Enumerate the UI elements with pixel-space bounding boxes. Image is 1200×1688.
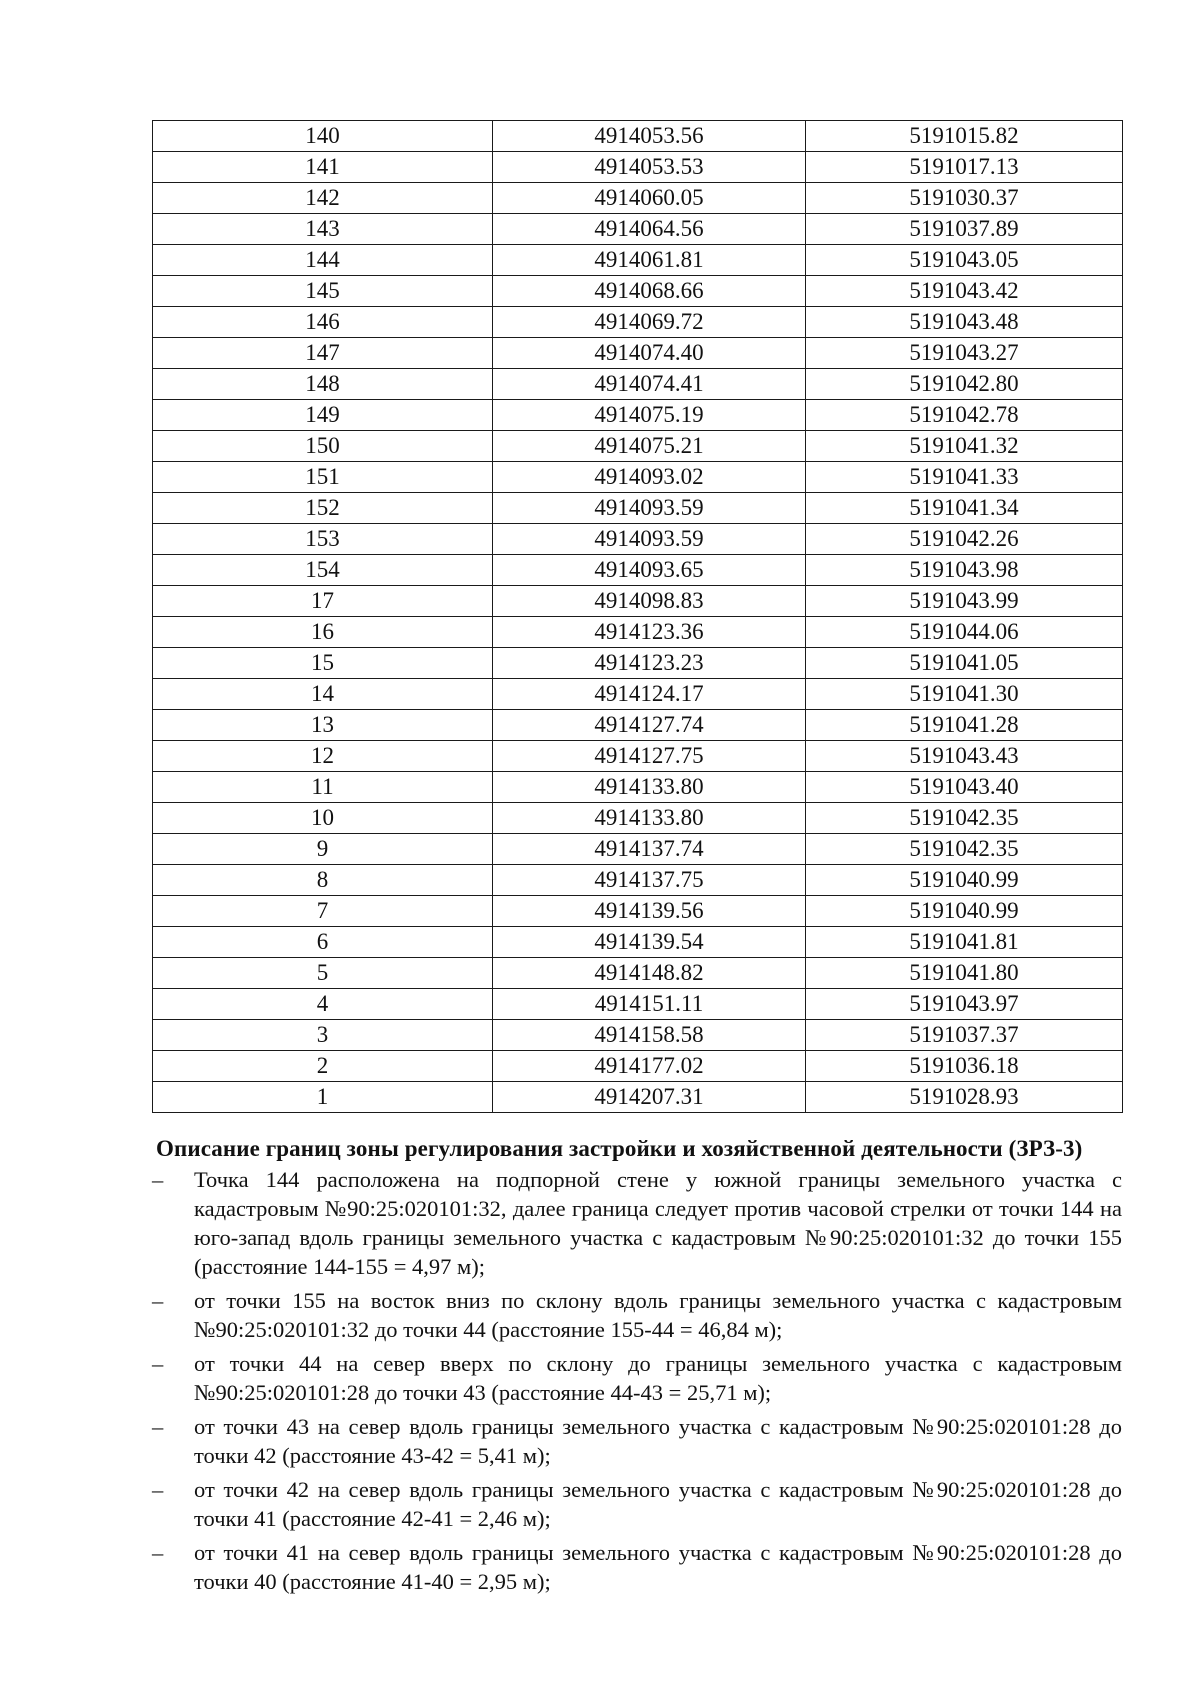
x-coordinate-cell: 4914093.59 (493, 493, 806, 524)
table-row (153, 648, 1123, 679)
y-coordinate-cell: 5191042.35 (806, 834, 1123, 865)
table-row (153, 989, 1123, 1020)
x-coordinate-cell: 4914064.56 (493, 214, 806, 245)
point-number-cell: 141 (153, 152, 493, 183)
list-item-text: от точки 155 на восток вниз по склону вдоль границы земельного участка с кадастровым №90:25:020101:32 до точки 44 (расстояние 155-44 = 46,84 м); (194, 1288, 1122, 1342)
x-coordinate-cell: 4914093.59 (493, 524, 806, 555)
point-number-cell: 152 (153, 493, 493, 524)
table-row (153, 307, 1123, 338)
table-row (153, 214, 1123, 245)
x-coordinate-cell: 4914124.17 (493, 679, 806, 710)
x-coordinate-cell: 4914177.02 (493, 1051, 806, 1082)
point-number-cell: 140 (153, 121, 493, 152)
y-coordinate-cell: 5191015.82 (806, 121, 1123, 152)
list-item (152, 1165, 1122, 1281)
y-coordinate-cell: 5191041.05 (806, 648, 1123, 679)
table-row (153, 710, 1123, 741)
point-number-cell: 8 (153, 865, 493, 896)
y-coordinate-cell: 5191017.13 (806, 152, 1123, 183)
list-item-text: от точки 41 на север вдоль границы земельного участка с кадастровым №90:25:020101:28 до точки 40 (расстояние 41-40 = 2,95 м); (194, 1540, 1122, 1594)
list-item (152, 1475, 1122, 1533)
boundary-list (152, 1165, 1122, 1596)
point-number-cell: 154 (153, 555, 493, 586)
list-item (152, 1349, 1122, 1407)
table-row (153, 1020, 1123, 1051)
table-row (153, 524, 1123, 555)
point-number-cell: 16 (153, 617, 493, 648)
point-number-cell: 11 (153, 772, 493, 803)
table-row (153, 121, 1123, 152)
x-coordinate-cell: 4914098.83 (493, 586, 806, 617)
x-coordinate-cell: 4914074.41 (493, 369, 806, 400)
point-number-cell: 5 (153, 958, 493, 989)
y-coordinate-cell: 5191042.26 (806, 524, 1123, 555)
table-row (153, 152, 1123, 183)
point-number-cell: 148 (153, 369, 493, 400)
point-number-cell: 3 (153, 1020, 493, 1051)
dash-marker: – (152, 1288, 164, 1313)
y-coordinate-cell: 5191042.80 (806, 369, 1123, 400)
x-coordinate-cell: 4914053.53 (493, 152, 806, 183)
point-number-cell: 146 (153, 307, 493, 338)
point-number-cell: 17 (153, 586, 493, 617)
x-coordinate-cell: 4914139.54 (493, 927, 806, 958)
x-coordinate-cell: 4914074.40 (493, 338, 806, 369)
y-coordinate-cell: 5191042.35 (806, 803, 1123, 834)
x-coordinate-cell: 4914075.21 (493, 431, 806, 462)
table-row (153, 741, 1123, 772)
x-coordinate-cell: 4914207.31 (493, 1082, 806, 1113)
x-coordinate-cell: 4914137.75 (493, 865, 806, 896)
x-coordinate-cell: 4914069.72 (493, 307, 806, 338)
x-coordinate-cell: 4914158.58 (493, 1020, 806, 1051)
list-item-text: от точки 42 на север вдоль границы земельного участка с кадастровым №90:25:020101:28 до точки 41 (расстояние 42-41 = 2,46 м); (194, 1477, 1122, 1531)
point-number-cell: 7 (153, 896, 493, 927)
x-coordinate-cell: 4914061.81 (493, 245, 806, 276)
y-coordinate-cell: 5191040.99 (806, 896, 1123, 927)
y-coordinate-cell: 5191043.40 (806, 772, 1123, 803)
y-coordinate-cell: 5191043.27 (806, 338, 1123, 369)
point-number-cell: 9 (153, 834, 493, 865)
x-coordinate-cell: 4914127.74 (493, 710, 806, 741)
point-number-cell: 10 (153, 803, 493, 834)
y-coordinate-cell: 5191040.99 (806, 865, 1123, 896)
x-coordinate-cell: 4914151.11 (493, 989, 806, 1020)
table-row (153, 896, 1123, 927)
point-number-cell: 1 (153, 1082, 493, 1113)
table-row (153, 1082, 1123, 1113)
y-coordinate-cell: 5191041.28 (806, 710, 1123, 741)
point-number-cell: 145 (153, 276, 493, 307)
table-row (153, 617, 1123, 648)
table-row (153, 462, 1123, 493)
point-number-cell: 143 (153, 214, 493, 245)
x-coordinate-cell: 4914133.80 (493, 772, 806, 803)
section-title: Описание границ зоны регулирования застройки и хозяйственной деятельности (ЗРЗ-3) (156, 1136, 1083, 1161)
table-row (153, 493, 1123, 524)
x-coordinate-cell: 4914139.56 (493, 896, 806, 927)
coordinates-table-body (153, 121, 1123, 1113)
dash-marker: – (152, 1414, 164, 1439)
y-coordinate-cell: 5191028.93 (806, 1082, 1123, 1113)
table-row (153, 555, 1123, 586)
x-coordinate-cell: 4914148.82 (493, 958, 806, 989)
table-row (153, 927, 1123, 958)
y-coordinate-cell: 5191041.81 (806, 927, 1123, 958)
table-row (153, 276, 1123, 307)
point-number-cell: 2 (153, 1051, 493, 1082)
table-row (153, 958, 1123, 989)
x-coordinate-cell: 4914127.75 (493, 741, 806, 772)
point-number-cell: 144 (153, 245, 493, 276)
point-number-cell: 147 (153, 338, 493, 369)
list-item (152, 1286, 1122, 1344)
coordinates-table (152, 120, 1123, 1113)
y-coordinate-cell: 5191041.30 (806, 679, 1123, 710)
y-coordinate-cell: 5191043.42 (806, 276, 1123, 307)
y-coordinate-cell: 5191036.18 (806, 1051, 1123, 1082)
y-coordinate-cell: 5191043.43 (806, 741, 1123, 772)
table-row (153, 803, 1123, 834)
list-item-text: от точки 43 на север вдоль границы земельного участка с кадастровым №90:25:020101:28 до точки 42 (расстояние 43-42 = 5,41 м); (194, 1414, 1122, 1468)
y-coordinate-cell: 5191043.97 (806, 989, 1123, 1020)
y-coordinate-cell: 5191041.32 (806, 431, 1123, 462)
x-coordinate-cell: 4914093.65 (493, 555, 806, 586)
table-row (153, 431, 1123, 462)
table-row (153, 183, 1123, 214)
point-number-cell: 4 (153, 989, 493, 1020)
x-coordinate-cell: 4914133.80 (493, 803, 806, 834)
x-coordinate-cell: 4914060.05 (493, 183, 806, 214)
dash-marker: – (152, 1540, 164, 1565)
y-coordinate-cell: 5191030.37 (806, 183, 1123, 214)
point-number-cell: 13 (153, 710, 493, 741)
table-row (153, 245, 1123, 276)
point-number-cell: 151 (153, 462, 493, 493)
list-item (152, 1538, 1122, 1596)
table-row (153, 865, 1123, 896)
table-row (153, 679, 1123, 710)
dash-marker: – (152, 1167, 164, 1192)
point-number-cell: 6 (153, 927, 493, 958)
x-coordinate-cell: 4914075.19 (493, 400, 806, 431)
x-coordinate-cell: 4914137.74 (493, 834, 806, 865)
y-coordinate-cell: 5191041.80 (806, 958, 1123, 989)
x-coordinate-cell: 4914123.36 (493, 617, 806, 648)
dash-marker: – (152, 1351, 164, 1376)
dash-marker: – (152, 1477, 164, 1502)
y-coordinate-cell: 5191041.33 (806, 462, 1123, 493)
table-row (153, 400, 1123, 431)
y-coordinate-cell: 5191041.34 (806, 493, 1123, 524)
point-number-cell: 15 (153, 648, 493, 679)
list-item-text: Точка 144 расположена на подпорной стене у южной границы земельного участка с кадастровым №90:25:020101:32, далее граница следует против часовой стрелки от точки 144 на юго-запад вдоль границы земельного участка с кадастровым №90:25:020101:32 до точки 155 (расстояние 144-155 = 4,97 м); (194, 1167, 1122, 1279)
point-number-cell: 12 (153, 741, 493, 772)
y-coordinate-cell: 5191043.48 (806, 307, 1123, 338)
table-row (153, 1051, 1123, 1082)
y-coordinate-cell: 5191037.89 (806, 214, 1123, 245)
point-number-cell: 149 (153, 400, 493, 431)
point-number-cell: 142 (153, 183, 493, 214)
y-coordinate-cell: 5191037.37 (806, 1020, 1123, 1051)
table-row (153, 834, 1123, 865)
y-coordinate-cell: 5191043.98 (806, 555, 1123, 586)
table-row (153, 338, 1123, 369)
y-coordinate-cell: 5191043.05 (806, 245, 1123, 276)
point-number-cell: 14 (153, 679, 493, 710)
y-coordinate-cell: 5191044.06 (806, 617, 1123, 648)
y-coordinate-cell: 5191042.78 (806, 400, 1123, 431)
table-row (153, 772, 1123, 803)
y-coordinate-cell: 5191043.99 (806, 586, 1123, 617)
list-item (152, 1412, 1122, 1470)
point-number-cell: 150 (153, 431, 493, 462)
table-row (153, 369, 1123, 400)
x-coordinate-cell: 4914123.23 (493, 648, 806, 679)
list-item-text: от точки 44 на север вверх по склону до границы земельного участка с кадастровым №90:25:020101:28 до точки 43 (расстояние 44-43 = 25,71 м); (194, 1351, 1122, 1405)
x-coordinate-cell: 4914068.66 (493, 276, 806, 307)
zone-description (152, 1134, 1122, 1601)
x-coordinate-cell: 4914053.56 (493, 121, 806, 152)
table-row (153, 586, 1123, 617)
point-number-cell: 153 (153, 524, 493, 555)
x-coordinate-cell: 4914093.02 (493, 462, 806, 493)
